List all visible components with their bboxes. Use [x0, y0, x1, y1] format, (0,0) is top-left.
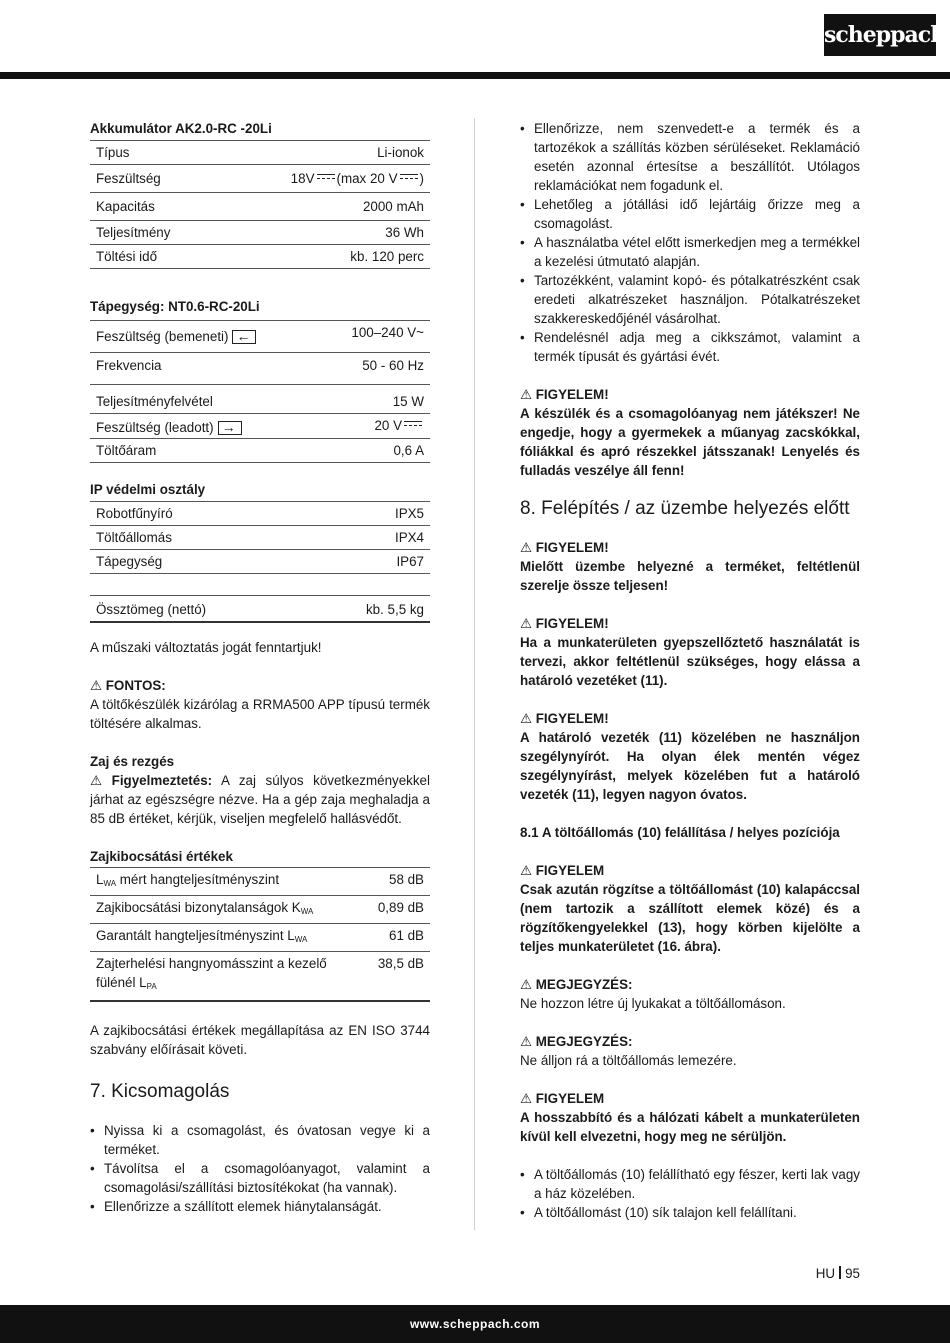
table-row: Teljesítményfelvétel 15 W	[90, 385, 430, 414]
list-item: • A használatba vétel előtt ismerkedjen meg a termékkel a kezelési útmutató alapján.	[520, 233, 860, 271]
check-list	[520, 119, 860, 366]
section-7-title: 7. Kicsomagolás	[90, 1081, 230, 1102]
table-row: Össztömeg (nettó) kb. 5,5 kg	[90, 596, 430, 623]
list-item: • A töltőállomás (10) felállítható egy fészer, kerti lak vagy a ház közelében.	[520, 1165, 860, 1203]
table-row: Frekvencia 50 - 60 Hz	[90, 353, 430, 385]
note-2-text: Ne álljon rá a töltőállomás lemezére.	[520, 1053, 737, 1068]
psu-table	[90, 320, 430, 463]
table-row: Típus Li-ionok	[90, 141, 430, 165]
table-row: Feszültség (leadott)→ 20 V	[90, 414, 430, 439]
table-row: Teljesítmény 36 Wh	[90, 221, 430, 245]
table-row: $L_{WA}$ mért hangteljesítményszint 58 dB	[90, 868, 430, 896]
left-column	[90, 119, 430, 1216]
warning-icon: ⚠	[520, 1091, 533, 1106]
station-list	[520, 1165, 860, 1222]
table-row: Garantált hangteljesítményszint $L_{WA}$ 61 dB	[90, 924, 430, 952]
emission-title: Zajkibocsátási értékek	[90, 849, 233, 864]
battery-table	[90, 140, 430, 269]
unpack-list	[90, 1121, 430, 1216]
table-row: Töltőáram 0,6 A	[90, 439, 430, 463]
warning-icon: ⚠	[520, 540, 533, 555]
section-8-title: 8. Felépítés / az üzembe helyezés előtt	[520, 498, 850, 519]
table-row	[90, 574, 430, 596]
dc-symbol-icon	[317, 174, 335, 182]
column-divider	[474, 118, 475, 1230]
emission-note: A zajkibocsátási értékek megállapítása az EN ISO 3744 szabvány előírásait követi.	[90, 1023, 430, 1057]
table-row: Zajkibocsátási bizonytalanságok $K_{WA}$ 0,89 dB	[90, 896, 430, 924]
warning-icon: ⚠	[520, 1034, 533, 1049]
warning-3-heading: ⚠ FIGYELEM!	[520, 616, 609, 631]
warning-2-heading: ⚠ FIGYELEM!	[520, 540, 609, 555]
dc-symbol-icon	[400, 174, 418, 182]
header-rule	[0, 72, 950, 79]
list-item: • Ellenőrizze, nem szenvedett-e a termék és a tartozékok a szállítás közben sérüléseket. Reklamáció esetén azonnal értesítse a beszállítót. Utólagos reklamációkat nem fogadunk el.	[520, 119, 860, 195]
footer-url[interactable]: www.scheppach.com	[0, 1305, 950, 1343]
warning-5-heading: ⚠ FIGYELEM	[520, 863, 605, 878]
table-row: Feszültség 18V (max 20 V )	[90, 165, 430, 193]
table-row: Töltőállomás IPX4	[90, 526, 430, 550]
output-plug-icon	[218, 421, 242, 435]
dc-symbol-icon	[404, 421, 422, 429]
ip-title: IP védelmi osztály	[90, 482, 206, 497]
warning-4-heading: ⚠ FIGYELEM!	[520, 711, 609, 726]
list-item: • Tartozékként, valamint kopó- és pótalkatrészként csak eredeti alkatrészeket használjon. Pótalkatrészeket szakkereskedőjénél vásárolhat.	[520, 271, 860, 328]
warning-3-text: Ha a munkaterületen gyepszellőztető használatát is tervezi, akkor feltétlenül szükséges, hogy elássa a határoló vezetéket (11).	[520, 635, 860, 688]
note-1-heading: ⚠ MEGJEGYZÉS:	[520, 977, 633, 992]
warning-icon: ⚠	[90, 678, 103, 693]
table-row: Tápegység IP67	[90, 550, 430, 574]
table-row: Robotfűnyíró IPX5	[90, 502, 430, 526]
note-2-heading: ⚠ MEGJEGYZÉS:	[520, 1034, 633, 1049]
psu-title: Tápegység: NT0.6-RC-20Li	[90, 299, 260, 314]
emission-table	[90, 867, 430, 1002]
page-number: HU 95	[815, 1266, 860, 1281]
table-row: Feszültség (bemeneti)← 100–240 V~	[90, 321, 430, 353]
input-plug-icon	[232, 330, 256, 344]
warning-icon: ⚠	[520, 711, 533, 726]
brand-logo: scheppach	[824, 14, 936, 56]
right-column	[520, 119, 860, 1222]
warning-icon: ⚠	[520, 977, 533, 992]
list-item: • A töltőállomást (10) sík talajon kell felállítani.	[520, 1203, 860, 1222]
warning-6-text: A hosszabbító és a hálózati kábelt a munkaterületen kívül kell elvezetni, hogy meg ne sérüljön.	[520, 1110, 860, 1144]
warning-1-heading: ⚠ FIGYELEM!	[520, 387, 609, 402]
table-row: Zajterhelési hangnyomásszint a kezelő fülénél $L_{PA}$ 38,5 dB	[90, 952, 430, 1002]
warning-1-text: A készülék és a csomagolóanyag nem játékszer! Ne engedje, hogy a gyermekek a műanyag zacskókkal, fóliákkal és apró részekkel játsszanak! Lenyelés és fulladás veszélye áll fenn!	[520, 406, 860, 478]
tech-note: A műszaki változtatás jogát fenntartjuk!	[90, 640, 322, 655]
list-item: • Távolítsa el a csomagolóanyagot, valamint a csomagolási/szállítási biztosítékokat (ha vannak).	[90, 1159, 430, 1197]
warning-icon: ⚠	[520, 616, 533, 631]
noise-text: ⚠ Figyelmeztetés: A zaj súlyos következményekkel járhat az egészségre nézve. Ha a gép zaja meghaladja a 85 dB értéket, kérjük, viseljen megfelelő hallásvédőt.	[90, 773, 430, 826]
warning-4-text: A határoló vezeték (11) közelében ne használjon szegélynyírót. Ha olyan élek mentén végez szegélynyírást, melyek közelében fut a határoló vezeték (11), legyen nagyon óvatos.	[520, 730, 860, 802]
important-text: A töltőkészülék kizárólag a RRMA500 APP típusú termék töltésére alkalmas.	[90, 697, 430, 731]
warning-icon: ⚠	[520, 863, 533, 878]
warning-icon: ⚠	[90, 773, 103, 788]
table-row: Kapacitás 2000 mAh	[90, 193, 430, 221]
table-row: Töltési idő kb. 120 perc	[90, 245, 430, 269]
warning-icon: ⚠	[520, 387, 533, 402]
list-item: • Lehetőleg a jótállási idő lejártáig őrizze meg a csomagolást.	[520, 195, 860, 233]
list-item: • Ellenőrizze a szállított elemek hiánytalanságát.	[90, 1197, 430, 1216]
subsection-8-1-title: 8.1 A töltőállomás (10) felállítása / helyes pozíciója	[520, 825, 840, 840]
list-item: • Rendelésnél adja meg a cikkszámot, valamint a termék típusát és gyártási évét.	[520, 328, 860, 366]
warning-5-text: Csak azután rögzítse a töltőállomást (10) kalapáccsal (nem tartozik a szállított elemek közé) és a rögzítőkengyelekkel (13), hogy körben kijelölte a teljes munkaterületet (16. ábra).	[520, 882, 860, 954]
important-heading: ⚠ FONTOS:	[90, 678, 166, 693]
ip-table	[90, 501, 430, 623]
note-1-text: Ne hozzon létre új lyukakat a töltőállomáson.	[520, 996, 786, 1011]
list-item: • Nyissa ki a csomagolást, és óvatosan vegye ki a terméket.	[90, 1121, 430, 1159]
battery-title: Akkumulátor AK2.0-RC -20Li	[90, 121, 272, 136]
warning-6-heading: ⚠ FIGYELEM	[520, 1091, 605, 1106]
warning-2-text: Mielőtt üzembe helyezné a terméket, feltétlenül szerelje össze teljesen!	[520, 559, 860, 593]
noise-title: Zaj és rezgés	[90, 754, 175, 769]
